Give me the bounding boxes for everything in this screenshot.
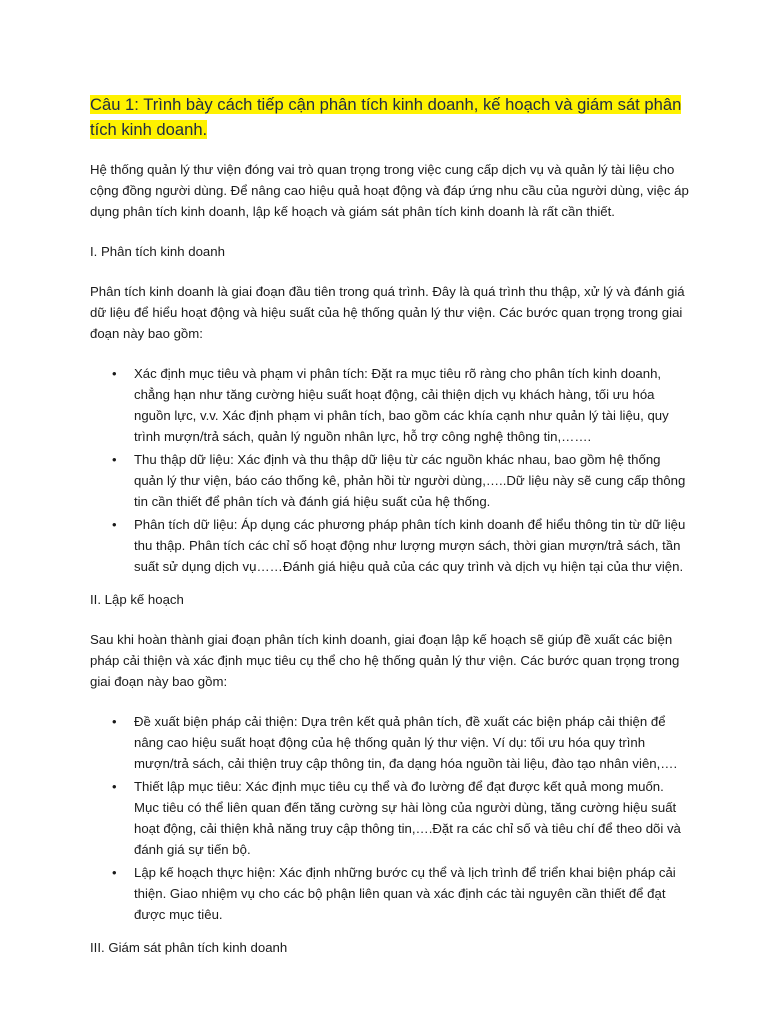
section-intro-analysis: Phân tích kinh doanh là giai đoạn đầu tiên trong quá trình. Đây là quá trình thu thập, xử lý và đánh giá dữ liệu để hiểu hoạt động và hiệu suất của hệ thống quản lý thư viện. Các bước quan trọng trong giai đoạn này bao gồm: [90, 284, 685, 341]
bullet-item: • Xác định mục tiêu và phạm vi phân tích: Đặt ra mục tiêu rõ ràng cho phân tích kinh doanh, chẳng hạn như tăng cường hiệu suất hoạt động, cải thiện dịch vụ khách hàng, tối ưu hóa nguồn lực, v.v. Xác định phạm vi phân tích, bao gồm các khía cạnh như quản lý tài liệu, quy trình mượn/trả sách, quản lý nguồn nhân lực, hỗ trợ công nghệ thông tin,……. [134, 363, 690, 447]
section-heading-planning: II. Lập kế hoạch [90, 592, 184, 607]
document-title [90, 92, 690, 142]
intro-paragraph: Hệ thống quản lý thư viện đóng vai trò quan trọng trong việc cung cấp dịch vụ và quản lý tài liệu cho cộng đồng người dùng. Để nâng cao hiệu quả hoạt động và đáp ứng nhu cầu của người dùng, việc áp dụng phân tích kinh doanh, lập kế hoạch và giám sát phân tích kinh doanh là rất cần thiết. [90, 162, 689, 219]
bullet-item: • Lập kế hoạch thực hiện: Xác định những bước cụ thể và lịch trình để triển khai biện pháp cải thiện. Giao nhiệm vụ cho các bộ phận liên quan và xác định các tài nguyên cần thiết để đạt được mục tiêu. [134, 862, 690, 925]
bullet-item: • Thu thập dữ liệu: Xác định và thu thập dữ liệu từ các nguồn khác nhau, bao gồm hệ thống quản lý thư viện, báo cáo thống kê, phản hồi từ người dùng,…..Dữ liệu này sẽ cung cấp thông tin cần thiết để phân tích và đánh giá hiệu suất của hệ thống. [134, 449, 690, 512]
section-intro-planning: Sau khi hoàn thành giai đoạn phân tích kinh doanh, giai đoạn lập kế hoạch sẽ giúp đề xuất các biện pháp cải thiện và xác định mục tiêu cụ thể cho hệ thống quản lý thư viện. Các bước quan trọng trong giai đoạn này bao gồm: [90, 632, 680, 689]
section-heading-monitoring: III. Giám sát phân tích kinh doanh [90, 940, 288, 955]
bullet-item: • Phân tích dữ liệu: Áp dụng các phương pháp phân tích kinh doanh để hiểu thông tin từ dữ liệu thu thập. Phân tích các chỉ số hoạt động như lượng mượn sách, thời gian mượn/trả sách, tần suất sử dụng dịch vụ……Đánh giá hiệu quả của các quy trình và dịch vụ hiện tại của thư viện. [134, 514, 690, 577]
title-highlight: Câu 1: Trình bày cách tiếp cận phân tích kinh doanh, kế hoạch và giám sát phân tích kinh doanh. [90, 95, 682, 139]
document-page [90, 92, 690, 977]
section-heading-analysis: I. Phân tích kinh doanh [90, 244, 225, 259]
bullet-item: • Thiết lập mục tiêu: Xác định mục tiêu cụ thể và đo lường để đạt được kết quả mong muốn. Mục tiêu có thể liên quan đến tăng cường sự hài lòng của người dùng, tăng cường hiệu suất hoạt động, cải thiện khả năng truy cập thông tin,….Đặt ra các chỉ số và tiêu chí để theo dõi và đánh giá sự tiến bộ. [134, 776, 690, 860]
analysis-bullet-list [90, 363, 690, 577]
planning-bullet-list [90, 711, 690, 925]
bullet-item: • Đề xuất biện pháp cải thiện: Dựa trên kết quả phân tích, đề xuất các biện pháp cải thiện để nâng cao hiệu suất hoạt động của hệ thống quản lý thư viện. Ví dụ: tối ưu hóa quy trình mượn/trả sách, cải thiện truy cập thông tin, đa dạng hóa nguồn tài liệu, đào tạo nhân viên,…. [134, 711, 690, 774]
